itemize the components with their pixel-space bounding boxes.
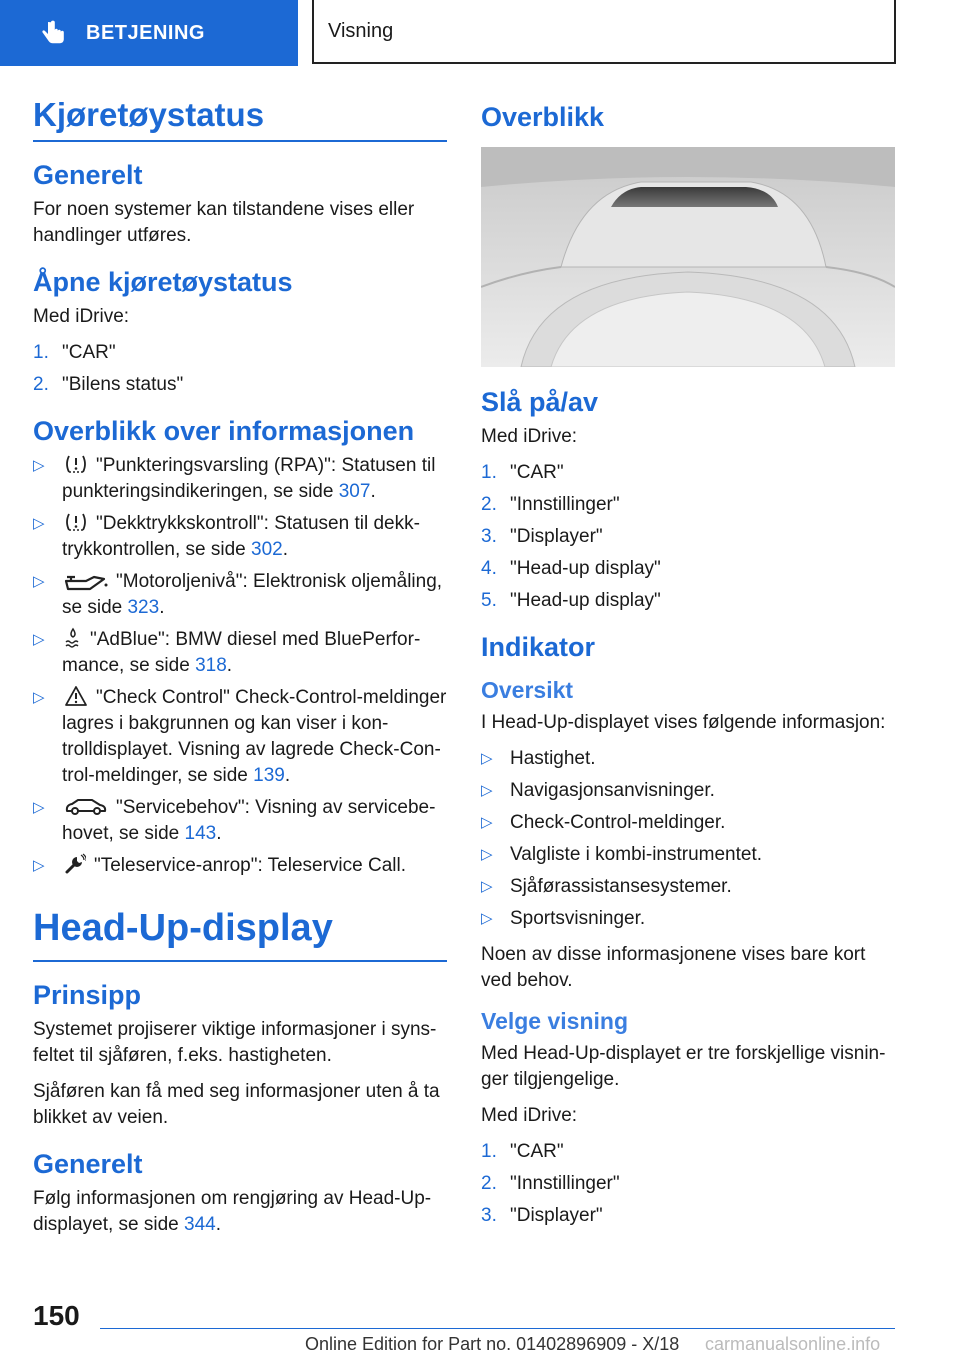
list-item: ▷ "Servicebehov": Visning av servicebehovet, se side 143. [33,797,436,844]
list-item: ▷ "Teleservice-anrop": Teleservice Call. [33,855,406,876]
velge-heading: Velge visning [481,1008,628,1034]
adblue-icon [64,627,82,649]
list-item: ▷ Valgliste i kombi-instrumentet. [481,844,763,865]
list-item: 1. "CAR" [33,342,116,363]
watermark: carmanualsonline.info [705,1334,881,1354]
section-title: Visning [328,19,394,42]
apne-steps [33,340,447,398]
page-link[interactable]: 344 [184,1214,216,1235]
edition-text: Online Edition for Part no. 01402896909 - X/18 [305,1334,680,1354]
tire-pressure-icon [64,511,88,533]
list-item: ▷ "Motoroljenivå": Elektronisk oljemåling, se side 323. [33,571,443,618]
list-item: 5. "Head-up display" [481,590,661,611]
sla-steps [481,460,895,614]
page-number: 150 [33,1300,80,1331]
overblikk-heading: Overblikk [481,102,605,132]
section-label [312,0,896,64]
list-item: 3. "Displayer" [481,1205,603,1226]
generelt-text: For noen systemer kan tilstandene vises eller handlinger utføres. [33,199,415,246]
page-link[interactable]: 323 [127,597,160,618]
oversikt-intro: I Head-Up-displayet vises følgende informasjon: [481,712,886,733]
list-item: ▷ Navigasjonsanvisninger. [481,780,715,801]
right-column [481,96,895,1239]
list-item: 2. "Bilens status" [33,374,184,395]
tire-warning-icon [64,453,88,475]
page-link[interactable]: 302 [251,539,283,560]
list-item: ▷ "AdBlue": BMW diesel med BluePerformance, se side 318. [33,629,421,676]
warning-triangle-icon [64,685,88,707]
page-link[interactable]: 139 [253,765,285,786]
hud-photo [481,147,895,367]
hand-pointer-icon [40,19,68,47]
list-item: 3. "Displayer" [481,526,603,547]
list-item: ▷ "Dekktrykkskontroll": Statusen til dekktrykkontrollen, se side 302. [33,513,420,560]
velge-steps [481,1139,895,1229]
list-item: ▷ Sportsvisninger. [481,908,646,929]
chapter-tab [0,0,298,66]
list-item: ▷ "Check Control" Check-Control-meldinger lagres i bakgrunnen og kan viser i kontrolldisplayet. Visning av lagrede Check-Control-meldinger, se side 139. [33,687,447,786]
generelt2-heading: Generelt [33,1149,143,1179]
list-item: 2. "Innstillinger" [481,494,620,515]
generelt-heading: Generelt [33,160,143,190]
list-item: ▷ "Punkteringsvarsling (RPA)": Statusen til punkteringsindikeringen, se side 307. [33,455,436,502]
apne-intro: Med iDrive: [33,306,130,327]
oversikt-note: Noen av disse informasjonene vises bare kort ved behov. [481,944,866,991]
oversikt-heading: Oversikt [481,677,574,703]
left-column [33,96,447,1248]
indikator-heading: Indikator [481,632,596,662]
chapter-title: Kjøretøystatus [33,96,447,142]
prinsipp-text-2: Sjåføren kan få med seg informasjoner uten å ta blikket av veien. [33,1081,440,1128]
generelt2-text: Følg informasjonen om rengjøring av Head-Up-displayet, se side 344. [33,1188,432,1235]
chapter-label: BETJENING [86,21,205,44]
list-item: ▷ Check-Control-meldinger. [481,812,726,833]
sla-heading: Slå på/av [481,387,599,417]
velge-text: Med Head-Up-displayet er tre forskjellige visninger tilgjengelige. [481,1043,886,1090]
wrench-icon [64,853,86,875]
prinsipp-text-1: Systemet projiserer viktige informasjoner i synsfeltet til sjåføren, f.eks. hastigheten. [33,1019,437,1066]
list-item: 1. "CAR" [481,1141,564,1162]
hud-title: Head-Up-display [33,907,447,962]
list-item: ▷ Hastighet. [481,748,596,769]
list-item: 4. "Head-up display" [481,558,661,579]
prinsipp-heading: Prinsipp [33,980,142,1010]
oil-can-icon [64,573,108,591]
hud-illustration [481,147,895,367]
list-item: 2. "Innstillinger" [481,1173,620,1194]
oversikt-list [481,746,895,932]
apne-heading: Åpne kjøretøystatus [33,267,293,297]
sla-intro: Med iDrive: [481,426,578,447]
page-link[interactable]: 143 [184,823,217,844]
overblikk-info-heading: Overblikk over informasjonen [33,416,415,446]
list-item: 1. "CAR" [481,462,564,483]
footer-divider [100,1328,895,1329]
velge-intro: Med iDrive: [481,1105,578,1126]
page-link[interactable]: 318 [195,655,227,676]
page-link[interactable]: 307 [338,481,371,502]
service-car-icon [64,797,108,817]
info-list [33,453,447,879]
list-item: ▷ Sjåførassistansesystemer. [481,876,732,897]
